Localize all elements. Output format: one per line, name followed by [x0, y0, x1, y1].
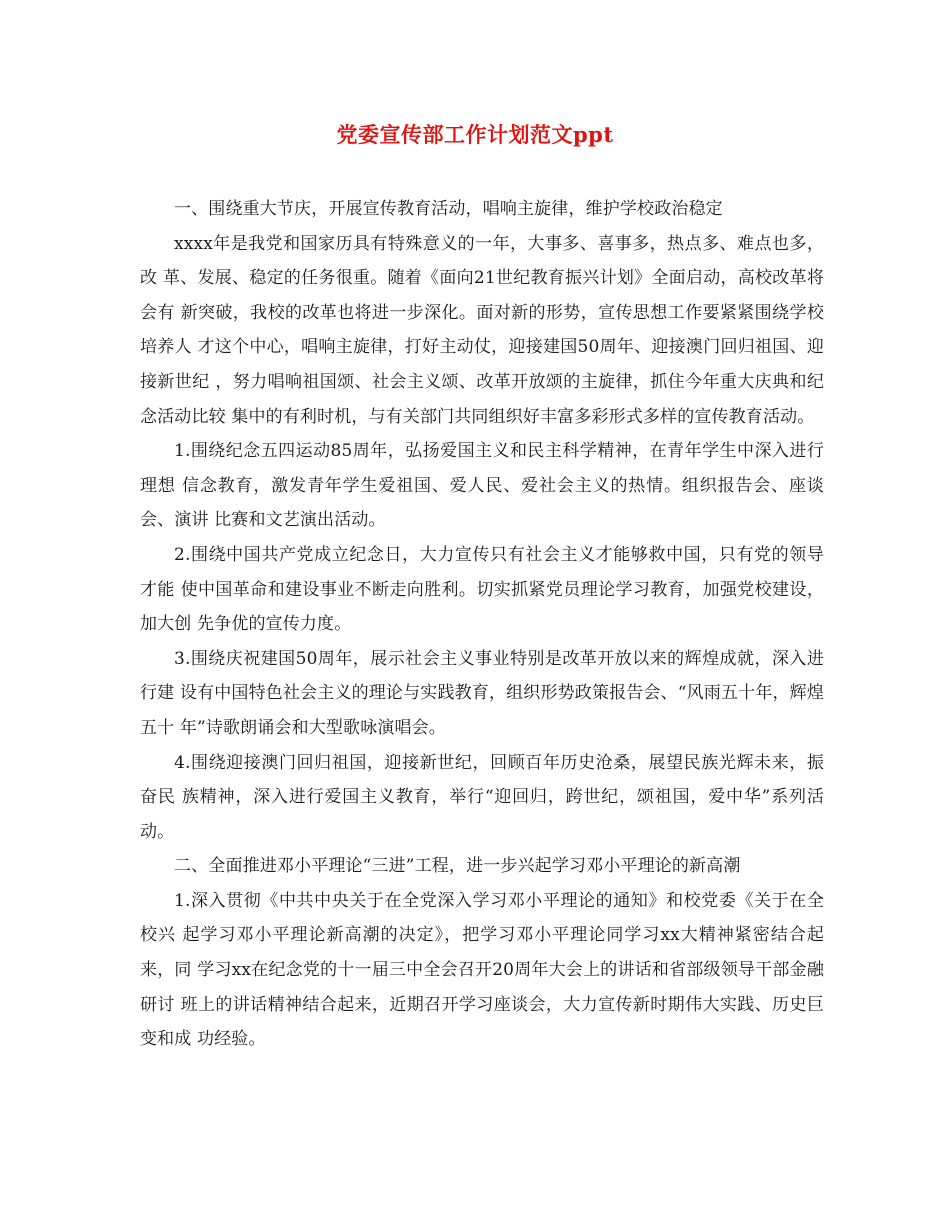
paragraph-item-3: 3.围绕庆祝建国50周年，展示社会主义事业特别是改革开放以来的辉煌成就，深入进行建 设有中国特色社会主义的理论与实践教育，组织形势政策报告会、“风雨五十年，辉煌五十 年”诗歌朗诵会和大型歌咏演唱会。 — [140, 648, 824, 738]
section-heading-1: 一、围绕重大节庆，开展宣传教育活动，唱响主旋律，维护学校政治稳定 — [174, 199, 723, 219]
document-title: 党委宣传部工作计划范文ppt — [336, 122, 614, 147]
paragraph-item-2: 2.围绕中国共产党成立纪念日，大力宣传只有社会主义才能够救中国，只有党的领导才能 使中国革命和建设事业不断走向胜利。切实抓紧党员理论学习教育，加强党校建设，加大创 先争优的宣传力度。 — [140, 544, 824, 635]
section-heading-2: 二、全面推进邓小平理论“三进”工程，进一步兴起学习邓小平理论的新高潮 — [174, 856, 741, 877]
paragraph-item-4: 4.围绕迎接澳门回归祖国，迎接新世纪，回顾百年历史沧桑，展望民族光辉未来，振奋民 族精神，深入进行爱国主义教育，举行“迎回归，跨世纪，颂祖国，爱中华”系列活动。 — [140, 752, 824, 842]
document-body — [140, 192, 824, 1057]
paragraph-item-1: 1.围绕纪念五四运动85周年，弘扬爱国主义和民主科学精神，在青年学生中深入进行理想 信念教育，激发青年学生爱祖国、爱人民、爱社会主义的热情。组织报告会、座谈会、演讲 比赛和文艺演出活动。 — [140, 441, 824, 531]
paragraph-intro: xxxx年是我党和国家历具有特殊意义的一年，大事多、喜事多，热点多、难点也多，改 革、发展、稳定的任务很重。随着《面向21世纪教育振兴计划》全面启动，高校改革将会有 新突破，我校的改革也将进一步深化。面对新的形势，宣传思想工作要紧紧围绕学校培养人 才这个中心，唱响主旋律，打好主动仗，迎接建国50周年、迎接澳门回归祖国、迎接新世纪 ，努力唱响祖国颂、社会主义颂、改革开放颂的主旋律，抓住今年重大庆典和纪念活动比较 集中的有利时机，与有关部门共同组织好丰富多彩形式多样的宣传教育活动。 — [140, 233, 824, 427]
paragraph-section2-item-1: 1.深入贯彻《中共中央关于在全党深入学习邓小平理论的通知》和校党委《关于在全校兴 起学习邓小平理论新高潮的决定》，把学习邓小平理论同学习xx大精神紧密结合起来，同 学习xx在纪念党的十一届三中全会召开20周年大会上的讲话和省部级领导干部金融研讨 班上的讲话精神结合起来，近期召开学习座谈会，大力宣传新时期伟大实践、历史巨变和成 功经验。 — [140, 890, 824, 1050]
